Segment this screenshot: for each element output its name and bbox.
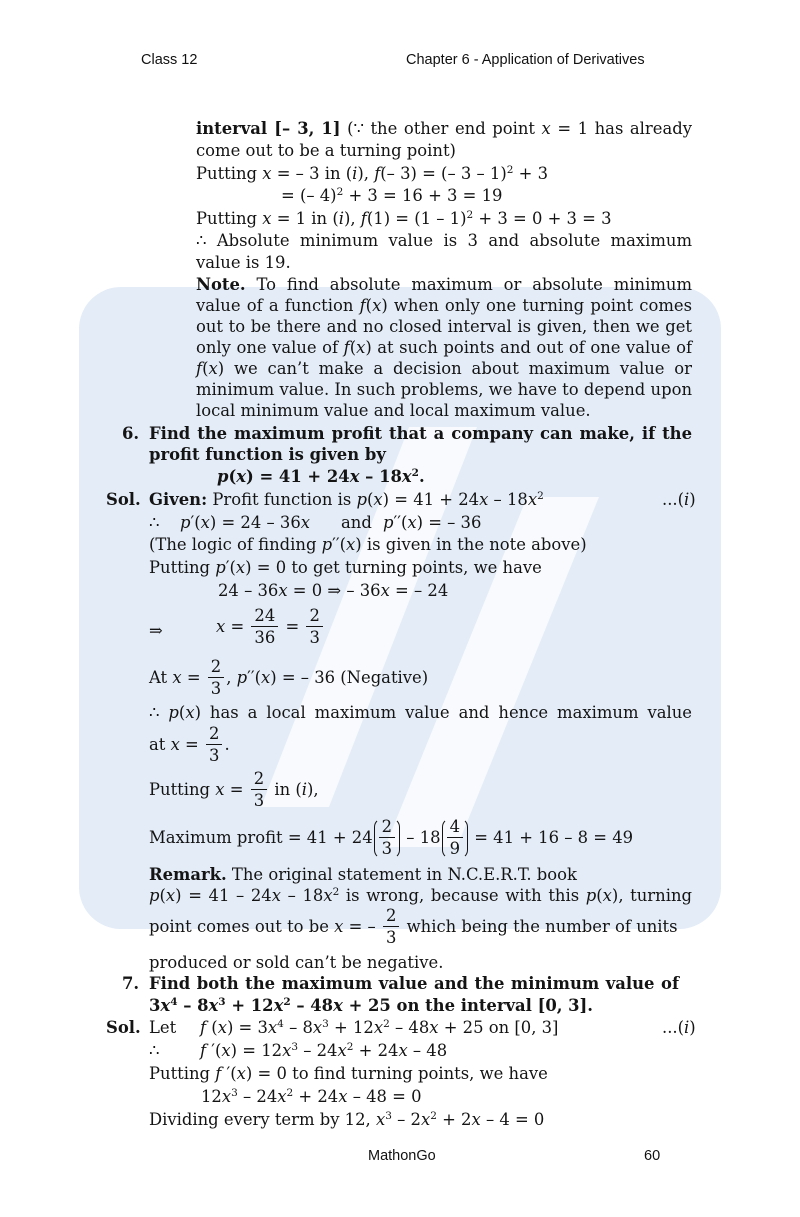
question-number: 6. [122,424,140,443]
footer-brand: MathonGo [368,1148,436,1164]
fraction-equation: x = $\frac{24}{36}$ = $\frac{2}{3}$ [216,608,325,647]
math-line: p′(x) = 24 – 36x [180,513,311,532]
remark-line: point comes out to be x = – $\frac{2}{3}$ which being the number of units [149,906,678,948]
remark-line: produced or sold can’t be negative. [149,953,444,972]
math-line: Putting x = $\frac{2}{3}$ in (i), [149,769,319,811]
math-line: f $'(x) = 12x^3 - 24x^2 + 24x - 48$ [200,1041,448,1060]
solution-label: Sol. [106,490,141,509]
math-line: Putting x = – 3 in (i), f(– 3) = (– 3 – 1)$^2$ + 3 [196,164,549,183]
equation-ref: ...(i) [662,1018,696,1037]
math-line: p′′(x) = – 36 [383,513,482,532]
note-line: Note. To find absolute maximum or absolute minimum [196,275,692,294]
question-number: 7. [122,974,140,993]
note-line: minimum value. In such problems, we have to depend upon [196,380,692,399]
question-text: profit function is given by [149,445,386,464]
note-line: out to be there and no closed interval is given, then we get [196,317,692,336]
question-text: Find both the maximum value and the minimum value of [149,974,679,993]
math-line: ∴ [149,1041,160,1060]
math-line: f $(x) = 3x^4 - 8x^3 + 12x^2 - 48x + 25$ on [0, 3] [200,1018,559,1037]
fraction: $\frac{24}{36}$ [251,608,278,647]
fraction: $\frac{2}{3}$ [206,726,222,765]
text-line: ∴ Absolute minimum value is 3 and absolute maximum [196,231,692,250]
page-number: 60 [644,1148,661,1164]
question-formula: $3x^4 - 8x^3 + 12x^2 - 48x + 25$ on the interval [0, 3]. [149,996,594,1015]
fraction: $\frac{2}{3}$ [379,819,395,858]
implies-symbol: ⇒ [149,621,163,640]
math-line: ∴ [149,513,160,532]
remark-line: Remark. The original statement in N.C.E.R.T. book [149,865,577,884]
text-line: (The logic of finding p′′(x) is given in the note above) [149,535,587,554]
solution-label: Sol. [106,1018,141,1037]
text-line: Dividing every term by 12, $x^3 - 2x^2 + 2x - 4 = 0$ [149,1110,545,1129]
question-text: Find the maximum profit that a company can make, if the [149,424,692,443]
math-line: and [341,513,372,532]
header-class: Class 12 [141,52,198,68]
fraction: $\frac{2}{3}$ [383,908,399,947]
text-line: interval [– 3, 1] (∵ the other end point x = 1 has already [196,119,692,138]
math-line: Let [149,1018,177,1037]
note-line: local minimum value and local maximum value. [196,401,591,420]
text-line: ∴ p(x) has a local maximum value and hence maximum value [149,703,692,722]
header-chapter: Chapter 6 - Application of Derivatives [406,52,645,68]
parenthesized-fraction [442,818,468,859]
fraction: $\frac{2}{3}$ [251,771,267,810]
math-line: 24 – 36x = 0 ⇒ – 36x = – 24 [218,581,449,600]
math-line: at x = $\frac{2}{3}$ . [149,724,230,766]
parenthesized-fraction [374,818,400,859]
note-line: only one value of f(x) at such points and out of one value of [196,338,693,357]
math-line: $12x^3 - 24x^2 + 24x - 48 = 0$ [201,1087,422,1106]
fraction: $\frac{2}{3}$ [208,659,224,698]
equation-ref: ...(i) [662,490,696,509]
math-line: Putting x = 1 in (i), f(1) = (1 – 1)$^2$ + 3 = 0 + 3 = 3 [196,209,612,228]
text-line: value is 19. [196,253,291,272]
math-line: Maximum profit = 41 + 24 $\frac{2}{3}$ – 18 $\frac{4}{9}$ = 41 + 16 – 8 = 49 [149,817,634,859]
note-line: f(x) we can’t make a decision about maximum value or [196,359,692,378]
math-line: Given: Profit function is $p(x) = 41 + 24x - 18x^2$ [149,490,544,509]
text-line: come out to be a turning point) [196,141,456,160]
math-line: At x = $\frac{2}{3}$ , p′′(x) = – 36 (Negative) [149,657,429,699]
math-line: = (– 4)$^2$ + 3 = 16 + 3 = 19 [281,186,503,205]
note-line: value of a function f(x) when only one turning point comes [196,296,692,315]
question-formula: $p(x) = 41 + 24x - 18x^2$. [217,467,425,486]
text-line: Putting p′(x) = 0 to get turning points, we have [149,558,542,577]
fraction: $\frac{4}{9}$ [447,819,463,858]
remark-line: $p(x) = 41 - 24x - 18x^2$ is wrong, because with this p(x), turning [149,886,692,905]
text-line: Putting f ′(x) = 0 to find turning points, we have [149,1064,548,1083]
fraction: $\frac{2}{3}$ [306,608,322,647]
